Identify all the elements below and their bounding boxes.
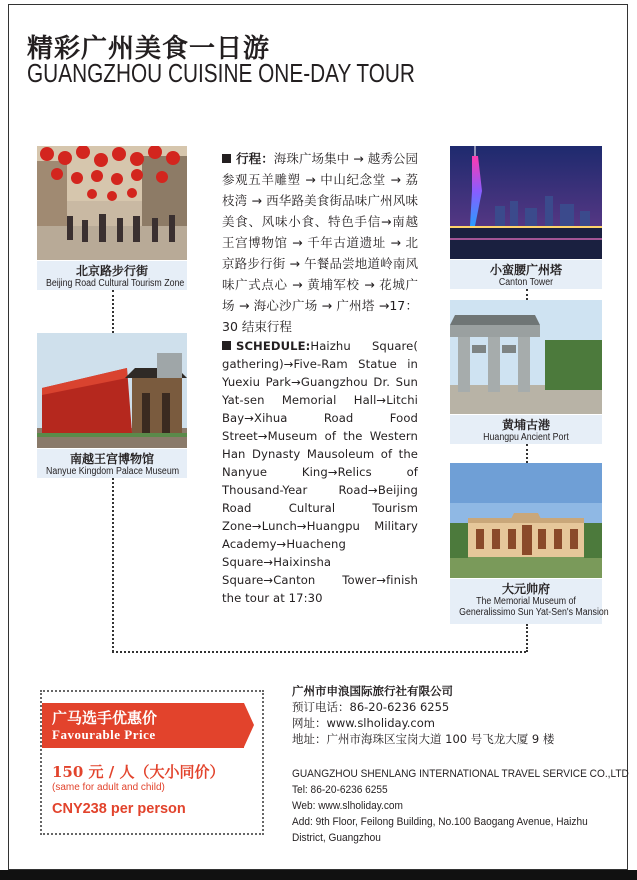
bullet-square xyxy=(222,341,231,350)
promo-label-en: Favourable Price xyxy=(52,727,156,742)
itinerary-cn-text: 海珠广场集中 → 越秀公园参观五羊雕塑 → 中山纪念堂 → 荔枝湾 → 西华路美食街品味广州风味美食、风味小食、特色手信→南越王宫博物馆 → 千年古道遗址 → 北京路步行街 → 午餐品尝地道岭南风味广式点心 → 黄埔军校 → 花城广场 → 海心沙广场 → 广州塔 →17：30 结束行程 xyxy=(222,151,418,334)
price-en: CNY238 per person xyxy=(52,801,186,817)
title-chinese: 精彩广州美食一日游 xyxy=(27,34,271,64)
connector-bottom xyxy=(112,651,526,653)
photo-generalissimo-mansion xyxy=(450,463,602,578)
caption-cn: 小蛮腰广州塔 xyxy=(489,263,562,277)
photo-huangpu-port xyxy=(450,300,602,414)
photo-nanyue-palace xyxy=(37,333,187,448)
title-english: GUANGZHOU CUISINE ONE-DAY TOUR xyxy=(27,58,415,88)
caption-generalissimo-mansion xyxy=(450,579,609,624)
caption-en: The Memorial Museum of xyxy=(476,596,576,607)
price-cn: 150 元 / 人（大小同价） xyxy=(52,763,225,781)
contact-web-cn[interactable]: 网址：www.slholiday.com xyxy=(292,716,435,730)
contact-address-cn: 地址：广州市海珠区宝岗大道 100 号飞龙大厦 9 楼 xyxy=(292,732,555,746)
contact-web-en[interactable]: Web: www.slholiday.com xyxy=(292,800,403,812)
connector-right-2 xyxy=(526,444,528,463)
itinerary-cn xyxy=(222,148,418,337)
caption-cn: 北京路步行街 xyxy=(75,264,148,278)
itinerary-en xyxy=(222,337,418,607)
contact-phone-en: Tel: 86-20-6236 6255 xyxy=(292,784,388,796)
caption-nanyue-palace xyxy=(37,449,187,478)
itinerary-en-label: SCHEDULE: xyxy=(236,339,311,353)
caption-en: Canton Tower xyxy=(498,277,554,288)
caption-en: Nanyue Kingdom Palace Museum xyxy=(46,466,180,477)
bullet-square xyxy=(222,154,231,163)
price-note: (same for adult and child) xyxy=(52,782,165,793)
itinerary-en-text: Haizhu Square( gathering)→Five-Ram Statue in Yuexiu Park→Guangzhou Dr. Sun Yat-sen Memorial Hall→Litchi Bay→Xihua Road Food Street→Museum of the Western Han Dynasty Mausoleum of the Nanyue King→Relics of Thousand-Year Road→Beijing Road Cultural Tourism Zone→Lunch→Huangpu Military Academy→Huacheng Square→Haixinsha Square→Canton Tower→finish the tour at 17:30 xyxy=(222,339,418,605)
itinerary xyxy=(222,148,418,607)
itinerary-cn-label: 行程： xyxy=(236,151,274,166)
caption-cn: 大元帅府 xyxy=(501,582,550,596)
connector-right-1 xyxy=(526,289,528,300)
photo-canton-tower xyxy=(450,146,602,259)
connector-left xyxy=(112,290,114,333)
caption-beijing-road xyxy=(37,261,187,290)
connector-left-bottom xyxy=(112,478,114,652)
caption-en-line2: Generalissimo Sun Yat-Sen's Mansion xyxy=(459,607,609,618)
bottom-bar xyxy=(0,870,637,880)
contact-address-en: Add: 9th Floor, Feilong Building, No.100 Baogang Avenue, Haizhu xyxy=(292,816,588,828)
contact-address-en-line2: District, Guangzhou xyxy=(292,832,381,844)
promo-label-cn: 广马选手优惠价 xyxy=(52,709,158,727)
contact-phone-cn: 预订电话：86-20-6236 6255 xyxy=(292,700,450,714)
photo-beijing-road xyxy=(37,146,187,260)
caption-en: Beijing Road Cultural Tourism Zone xyxy=(46,278,185,289)
connector-right-3 xyxy=(526,624,528,652)
contact-company-en: GUANGZHOU SHENLANG INTERNATIONAL TRAVEL SERVICE CO.,LTD xyxy=(292,768,629,780)
caption-cn: 黄埔古港 xyxy=(501,418,550,432)
caption-cn: 南越王宫博物馆 xyxy=(69,452,154,466)
caption-huangpu-port xyxy=(450,415,602,444)
caption-canton-tower xyxy=(450,260,602,289)
caption-en: Huangpu Ancient Port xyxy=(483,432,569,443)
contact-company-cn: 广州市申浪国际旅行社有限公司 xyxy=(292,684,453,698)
